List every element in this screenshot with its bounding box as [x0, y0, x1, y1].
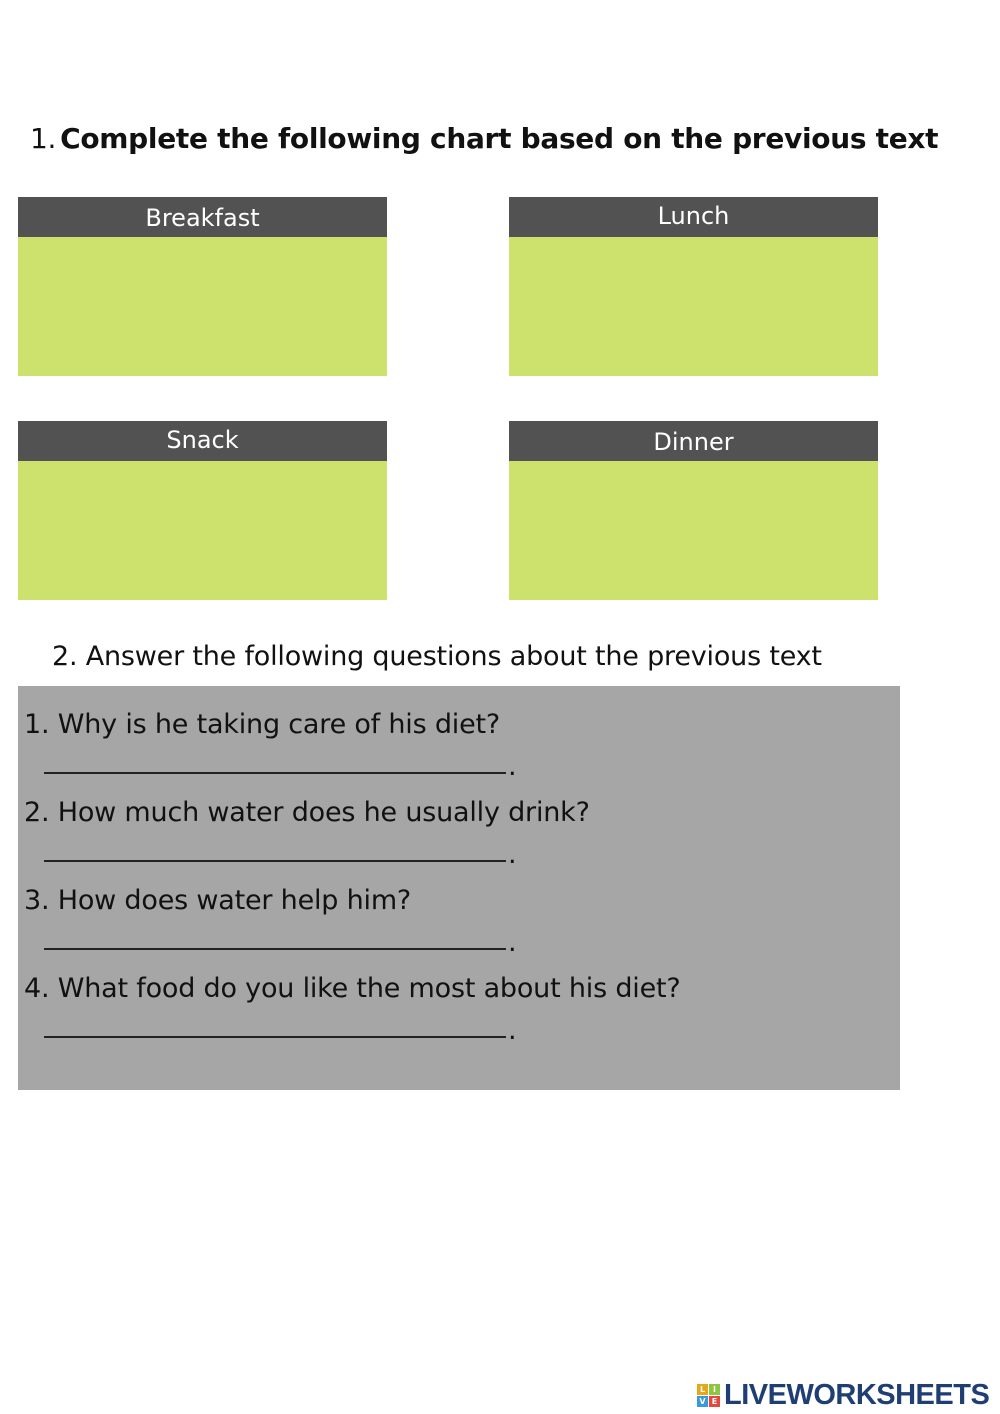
brand-name: LIVEWORKSHEETS [724, 1378, 990, 1411]
answer-1-field[interactable] [44, 748, 506, 774]
answer-4-field[interactable] [44, 1012, 506, 1038]
meal-header-snack: Snack [18, 421, 387, 461]
question-4: 4. What food do you like the most about his diet? [24, 973, 681, 1004]
answer-3-period: . [508, 927, 517, 958]
answer-1-period: . [508, 751, 517, 782]
meal-box-snack [18, 421, 387, 600]
answer-3-field[interactable] [44, 924, 506, 950]
lunch-answer-field[interactable] [509, 237, 878, 376]
answer-2-field[interactable] [44, 836, 506, 862]
meal-header-breakfast: Breakfast [18, 197, 387, 237]
question-3: 3. How does water help him? [24, 885, 412, 916]
answer-4-period: . [508, 1015, 517, 1046]
section-1-title [30, 119, 938, 159]
answer-2-period: . [508, 839, 517, 870]
breakfast-answer-field[interactable] [18, 237, 387, 376]
section-2-title: 2. Answer the following questions about the previous text [52, 641, 822, 672]
question-1: 1. Why is he taking care of his diet? [24, 709, 501, 740]
section-1-number: 1. [30, 122, 57, 155]
meal-box-breakfast [18, 197, 387, 376]
meal-header-lunch: Lunch [509, 197, 878, 237]
question-2: 2. How much water does he usually drink? [24, 797, 590, 828]
meal-header-dinner: Dinner [509, 421, 878, 461]
meal-box-lunch [509, 197, 878, 376]
dinner-answer-field[interactable] [509, 461, 878, 600]
liveworksheets-logo-icon: L I V E [697, 1384, 720, 1407]
section-1-title-text: Complete the following chart based on the previous text [60, 122, 939, 155]
snack-answer-field[interactable] [18, 461, 387, 600]
liveworksheets-brand [697, 1378, 989, 1412]
meal-box-dinner [509, 421, 878, 600]
